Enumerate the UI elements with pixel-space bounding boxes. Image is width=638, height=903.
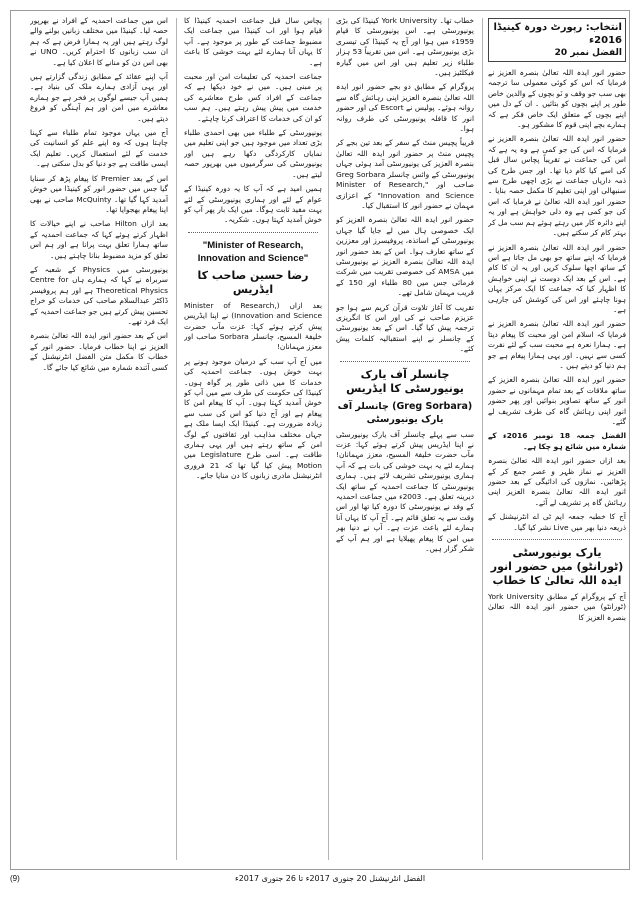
paragraph: پروگرام کے مطابق دو بجے حضور انور ایدہ اللہ تعالیٰ بنصرہ العزیز اپنی رہائش گاہ سے روانہ ہوئے۔ پولیس نے Escort کی اور حضور انور کا قافلہ یونیورسٹی کی طرف روانہ ہوا۔: [336, 82, 474, 134]
paragraph: بعد ازاں حضور انور ایدہ اللہ تعالیٰ بنصرہ العزیز نے نماز ظہر و عصر جمع کر کے پڑھائیں۔ نمازوں کی ادائیگی کے بعد حضور انور ایدہ اللہ تعالیٰ بنصرہ العزیز اپنی رہائش گاہ پر تشریف لے آئے۔: [488, 456, 626, 507]
paragraph: اس کے بعد حضور انور ایدہ اللہ تعالیٰ بنصرہ العزیز نے اپنا خطاب فرمایا۔ حضور انور کے خطاب کا مکمل متن الفضل انٹرنیشنل کے کسی آئندہ شمارہ میں شائع کیا جائے گا۔: [30, 331, 168, 372]
paragraph: آج کے پروگرام کے مطابق York University (ٹورانٹو) میں حضور انور ایدہ اللہ تعالیٰ بنصرہ العزیز کا: [488, 592, 626, 622]
column-3: [184, 16, 322, 862]
article-subtitle: الفضل نمبر 20: [554, 48, 622, 58]
paragraph: آج میں یہاں موجود تمام طلباء سے کہنا چاہتا ہوں کہ وہ اپنے علم کو انسانیت کی خدمت کے لئے استعمال کریں۔ تعلیم ایک ایسی طاقت ہے جو دنیا کو بدل سکتی ہے۔: [30, 128, 168, 169]
notice-text: الفضل جمعہ 18 نومبر 2016ء کے شمارہ میں شائع ہو چکا ہے۔: [488, 431, 626, 451]
paragraph: خطاب تھا۔ York University کینیڈا کی بڑی یونیورسٹی ہے۔ اس یونیورسٹی کا قیام 1959ء میں ہوا اور آج یہ کینیڈا کی تیسری بڑی یونیورسٹی ہے۔ اس میں تقریباً 53 ہزار طلباء زیر تعلیم ہیں اور اس میں گیارہ فیکلٹیز ہیں۔: [336, 16, 474, 78]
paragraph: حضور انور ایدہ اللہ تعالیٰ بنصرہ العزیز نے فرمایا کہ اس کو کوئی معمولی سا ترجمہ بھی سب جو وقف و نَو بچوں کے والدین خاص طور پر اپنے بچوں کو بتائیں ۔ ان کے دل میں اپنے بچوں کے متعلق ایک خاص فکر ہے کہ ہمارے بچے اپنی قوم کا مشکور ہو۔: [488, 68, 626, 130]
section-heading: چانسلر آف یارک یونیورسٹی کا ایڈریس: [346, 367, 464, 395]
paragraph: تقریب کا آغاز تلاوت قرآن کریم سے ہوا جو عزیزم صاحب نے کی اور اس کا انگریزی ترجمہ پیش کیا گیا۔ اس کے بعد یونیورسٹی کے چانسلر نے اپنے استقبالیہ کلمات پیش کئے۔: [336, 302, 474, 354]
paragraph: یونیورسٹی میں Physics کے شعبہ کے سربراہ نے کہا کہ ہمارے ہاں Centre for Theoretical Physics ہے اور ہم پروفیسر ڈاکٹر عبدالسلام صاحب کی خدمات کو خراج تحسین پیش کرتے ہیں جو جماعت احمدیہ کے ایک فرد تھے۔: [30, 264, 168, 326]
paragraph: سب سے پہلے چانسلر آف یارک یونیورسٹی نے اپنا ایڈریس پیش کرتے ہوئے کہا: عزت مآب حضرت خلیفۃ المسیح، معزز مہمانان! ہمارے لئے یہ بہت خوشی کی بات ہے کہ آپ ہماری یونیورسٹی تشریف لائے ہیں۔ ہماری یونیورسٹی کا جماعت احمدیہ کے ساتھ ایک دیرینہ تعلق ہے۔ 2003ء میں جماعت احمدیہ کے وفد نے یونیورسٹی کا دورہ کیا تھا اور اس وقت سے یہ تعلق قائم ہے۔ آج آپ کا یہاں آنا ہمارے لئے باعث عزت ہے۔ آپ نے دنیا بھر میں امن کا پیغام پھیلایا ہے اور ہم آپ کے شکر گزار ہیں۔: [336, 429, 474, 554]
section-heading: یارک یونیورسٹی (ٹورانٹو) میں حضور انور ایدہ اللہ تعالیٰ کا خطاب: [490, 546, 624, 588]
column-divider: [328, 18, 329, 860]
paragraph: اس کے بعد Premier کا پیغام پڑھ کر سنایا گیا جس میں حضور انور کو کینیڈا میں خوش آمدید کہا گیا تھا۔ McQuinty صاحب نے بھی اپنا پیغام بھجوایا تھا۔: [30, 173, 168, 214]
paragraph: حضور انور ایدہ اللہ تعالیٰ بنصرہ العزیز نے فرمایا کہ اسلام امن اور محبت کا پیغام دیتا ہے۔ ہمارا نعرہ ہے محبت سب کے لئے نفرت کسی سے نہیں۔ اور یہی ہمارا پیغام ہے جو ہم دنیا کو دیتے ہیں ۔: [488, 319, 626, 370]
paragraph: قریباً پچیس منٹ کے سفر کے بعد تین بجے کر پچیس منٹ پر حضور انور ایدہ اللہ تعالیٰ بنصرہ العزیز کی یونیورسٹی آمد ہوئی جہاں یونیورسٹی کے وائس چانسلر Greg Sorbara صاحب اور "Minister of Research, Innovation and Science" کے اعزازی مہمان نے حضور انور کا استقبال کیا۔: [336, 138, 474, 210]
section-divider: [340, 361, 470, 362]
article-header-box: [488, 18, 626, 62]
paragraph: حضور انور ایدہ اللہ تعالیٰ بنصرہ العزیز نے فرمایا کہ اپنے ساتھ جو بھی مل جاتا ہے اس کے ساتھ اچھا سلوک کریں اور یہ ان کا کام ہے۔ اس کے بعد ایک دوست نے اپنی خواہش کا اظہار کیا کہ جماعت کا ایک مرکز یہاں ہونا چاہئے اور اس کی کوشش کی جارہی ہے۔: [488, 242, 626, 314]
newspaper-page: [10, 10, 630, 890]
paragraph: بعد ازاں (Minister of Research, Innovation and Science) نے اپنا ایڈریس پیش کرتے ہوئے کہا: عزت مآب حضرت خلیفۃ المسیح، چانسلر Sorbara صاحب اور معزز مہمانان!: [184, 300, 322, 352]
section-heading: رضا حسین صاحب کا ایڈریس: [197, 268, 309, 296]
paragraph: آج کا خطبہ جمعہ ایم ٹی اے انٹرنیشنل کے ذریعہ دنیا بھر میں Live نشر کیا گیا۔: [488, 512, 626, 532]
paragraph: حضور انور ایدہ اللہ تعالیٰ بنصرہ العزیز نے فرمایا کہ اس کی جو کمی ہے وہ یہ ہے کہ اس کی جماعت نے تقریباً پچاس سال قبل کی اسے کیا کام دیا تھا۔ اور جس طرح کی ذمہ داریاں جماعت نے بڑی اچھی طرح سے سنبھالی اور اپنی تعلیم کا مکمل حصہ بنایا ۔ حضور انور ایدہ اللہ تعالیٰ نے فرمایا کہ اس کی جو کمی ہے وہ دلی خواہش ہے اور یہ اپنے دائرہ کار میں رہتے ہوئے ہم سب مل کر بہتر کام کر سکتے ہیں۔: [488, 134, 626, 238]
paragraph: حضور انور ایدہ اللہ تعالیٰ بنصرہ العزیز کو ایک خصوصی ہال میں لے جایا گیا جہاں یونیورسٹی کے اساتذہ، پروفیسرز اور معززین کے ساتھ تعارف ہوا۔ اس کے بعد حضور انور ایدہ اللہ تعالیٰ بنصرہ العزیز نے یونیورسٹی میں AMSA کی خصوصی تقریب میں شرکت فرمائی جس میں 80 طلباء اور 150 کے قریب مہمان شامل تھے۔: [336, 215, 474, 298]
section-subheading: (Greg Sorbara) چانسلر آف یارک یونیورسٹی: [337, 400, 473, 425]
paragraph: یونیورسٹی کے طلباء میں بھی احمدی طلباء بڑی تعداد میں موجود ہیں جو اپنی تعلیم میں نمایاں کارکردگی دکھا رہے ہیں اور یونیورسٹی کی سرگرمیوں میں بھرپور حصہ لیتے ہیں۔: [184, 128, 322, 179]
section-divider: [492, 539, 622, 540]
paragraph: بعد ازاں Hilton صاحب نے اپنے خیالات کا اظہار کرتے ہوئے کہا کہ جماعت احمدیہ کے ساتھ ہمارا تعلق بہت پرانا ہے اور ہم اس تعلق کو مزید مضبوط بنانا چاہتے ہیں۔: [30, 219, 168, 260]
column-1: [488, 16, 626, 862]
article-title: انتخاب: رپورٹ دورہ کینیڈا 2016ء: [493, 22, 622, 46]
column-4: [30, 16, 168, 862]
page-footer: [10, 872, 628, 888]
issue-date: الفضل انٹرنیشنل 20 جنوری 2017ء تا 26 جنوری 2017ء: [234, 874, 426, 883]
section-divider: [188, 232, 318, 233]
paragraph: پچاس سال قبل جماعت احمدیہ کینیڈا کا قیام ہوا اور اب کینیڈا میں جماعت ایک مضبوط جماعت کے طور پر موجود ہے۔ آپ کا یہاں آنا ہمارے لئے بہت خوشی کا باعث ہے۔: [184, 16, 322, 67]
page-number: (9): [10, 874, 20, 883]
column-divider: [176, 18, 177, 860]
paragraph: آپ اپنے عقائد کے مطابق زندگی گزارتے ہیں اور یہی آزادی ہمارے ملک کی بنیاد ہے۔ ہمیں آپ جیسے لوگوں پر فخر ہے جو ہمارے معاشرے میں امن اور ہم آہنگی کو فروغ دیتے ہیں۔: [30, 72, 168, 123]
paragraph: حضور انور ایدہ اللہ تعالیٰ بنصرہ العزیز کے ساتھ ملاقات کے بعد تمام مہمانوں نے حضور انور کے ساتھ تصاویر بنوائیں اور پھر حضور انور اپنی رہائش گاہ کی طرف تشریف لے گئے۔: [488, 375, 626, 426]
paragraph: ہمیں امید ہے کہ آپ کا یہ دورہ کینیڈا کے عوام کے لئے اور ہماری یونیورسٹی کے لئے بہت مفید ثابت ہوگا۔ میں ایک بار پھر آپ کو خوش آمدید کہتا ہوں۔ شکریہ۔: [184, 184, 322, 225]
section-heading-english: "Minister of Research, Innovation and Science": [197, 239, 309, 264]
column-divider: [482, 18, 483, 860]
column-2: [336, 16, 474, 862]
paragraph: اس میں جماعت احمدیہ کے افراد نے بھرپور حصہ لیا۔ کینیڈا میں مختلف زبانیں بولنے والے لوگ رہتے ہیں اور یہ ہمارا فرض ہے کہ ہم ان سب زبانوں کا احترام کریں۔ UNO نے بھی اس دن کو منانے کا اعلان کیا ہے۔: [30, 16, 168, 67]
paragraph: میں آج آپ سب کے درمیان موجود ہونے پر بہت خوش ہوں۔ جماعت احمدیہ کی خدمات کا میں ذاتی طور پر گواہ ہوں۔ کینیڈا کی حکومت کی طرف سے میں آپ کو خوش آمدید کہتا ہوں۔ آپ کا پیغام امن کا پیغام ہے اور آج دنیا کو اس کی سب سے زیادہ ضرورت ہے۔ کینیڈا ایک ایسا ملک ہے جہاں مختلف مذاہب اور ثقافتوں کے لوگ امن کے ساتھ رہتے ہیں اور یہی ہماری طاقت ہے۔ اسی طرح Legislature میں Motion پیش کیا گیا تھا کہ 21 فروری انٹرنیشنل مادری زبانوں کا دن منایا جائے۔: [184, 356, 322, 481]
paragraph: جماعت احمدیہ کی تعلیمات امن اور محبت پر مبنی ہیں۔ میں نے خود دیکھا ہے کہ جماعت کے افراد کس طرح معاشرے کی خدمت میں پیش پیش رہتے ہیں۔ ہم سب کو ان کی خدمات کا اعتراف کرنا چاہئے۔: [184, 72, 322, 123]
